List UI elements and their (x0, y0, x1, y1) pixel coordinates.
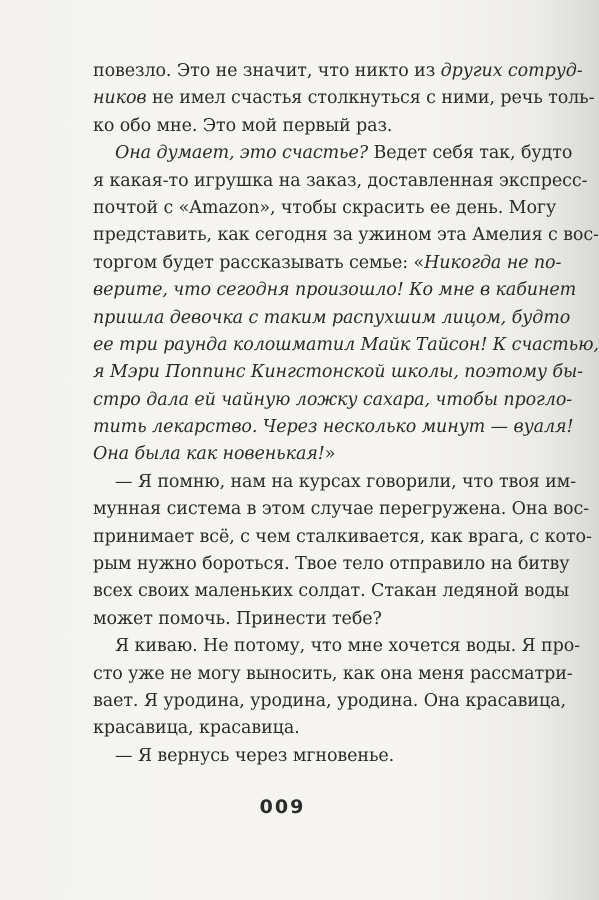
text-line (93, 85, 595, 112)
text-line (93, 359, 583, 386)
text-segment: торгом будет рассказывать семье: « (93, 252, 425, 273)
italic-text: я Мэри Поппинс Кингстонской школы, поэтому бы- (93, 362, 583, 383)
text-line (93, 496, 589, 523)
text-segment: не имел счастья столкнуться с ними, речь толь- (146, 88, 595, 109)
text-line (93, 578, 570, 605)
text-segment: — Я помню, нам на курсах говорили, что твоя им- (115, 471, 577, 492)
italic-text: пришла девочка с таким распухшим лицом, будто (93, 307, 571, 328)
text-line (93, 222, 599, 249)
text-line (93, 277, 577, 304)
text-line (93, 688, 566, 715)
text-line (93, 113, 541, 140)
text-segment: красавица, красавица. (93, 718, 300, 739)
text-line (93, 250, 562, 277)
text-segment: может помочь. Принести тебе? (93, 608, 382, 629)
text-line (93, 387, 573, 414)
text-segment: вает. Я уродина, уродина, уродина. Она красавица, (93, 690, 566, 711)
text-segment: принимает всё, с чем сталкивается, как врага, с кото- (93, 526, 592, 547)
body-text (93, 58, 599, 770)
italic-text: ее три раунда колошматил Майк Тайсон! К счастью, (93, 334, 599, 355)
text-line (93, 551, 570, 578)
page-number: 009 (259, 796, 306, 818)
text-line (93, 195, 557, 222)
text-line (93, 743, 541, 770)
text-segment: » (324, 444, 336, 465)
text-line (93, 524, 592, 551)
text-line (93, 633, 580, 660)
text-line (93, 332, 599, 359)
text-line (93, 305, 571, 332)
italic-text: Никогда не по- (424, 252, 562, 273)
text-line (93, 140, 573, 167)
text-segment: рым нужно бороться. Твое тело отправило на битву (93, 554, 570, 575)
text-line (93, 441, 541, 468)
text-segment: повезло. Это не значит, что никто из (93, 61, 441, 81)
text-line (93, 414, 574, 441)
text-segment: Ведет себя так, будто (368, 143, 573, 164)
text-segment: ко обо мне. Это мой первый раз. (93, 115, 393, 136)
italic-text: верите, что сегодня произошло! Ко мне в кабинет (93, 280, 577, 301)
text-line (93, 469, 577, 496)
text-segment: всех своих маленьких солдат. Стакан ледяной воды (93, 581, 570, 602)
italic-text: стро дала ей чайную ложку сахара, чтобы прогло- (93, 389, 573, 410)
text-line (93, 606, 541, 633)
text-segment: сто уже не могу выносить, как она меня рассматри- (93, 663, 573, 684)
text-line (93, 168, 588, 195)
text-segment: представить, как сегодня за ужином эта Амелия с вос- (93, 225, 599, 246)
italic-text: других сотруд- (440, 61, 583, 81)
italic-text: Она была как новенькая! (93, 444, 325, 465)
text-line (93, 715, 541, 742)
text-line (93, 58, 583, 85)
italic-text: Она думает, это счастье? (115, 143, 369, 164)
italic-text: ников (93, 88, 147, 109)
text-segment: Я киваю. Не потому, что мне хочется воды. Я про- (115, 636, 580, 657)
text-segment: почтой с «Amazon», чтобы скрасить ее день. Могу (93, 197, 557, 218)
text-segment: я какая-то игрушка на заказ, доставленная экспресс- (93, 170, 588, 191)
text-segment: мунная система в этом случае перегружена. Она вос- (93, 499, 589, 520)
text-line (93, 661, 573, 688)
text-segment: — Я вернусь через мгновенье. (115, 745, 395, 766)
italic-text: тить лекарство. Через несколько минут — вуаля! (93, 417, 574, 438)
